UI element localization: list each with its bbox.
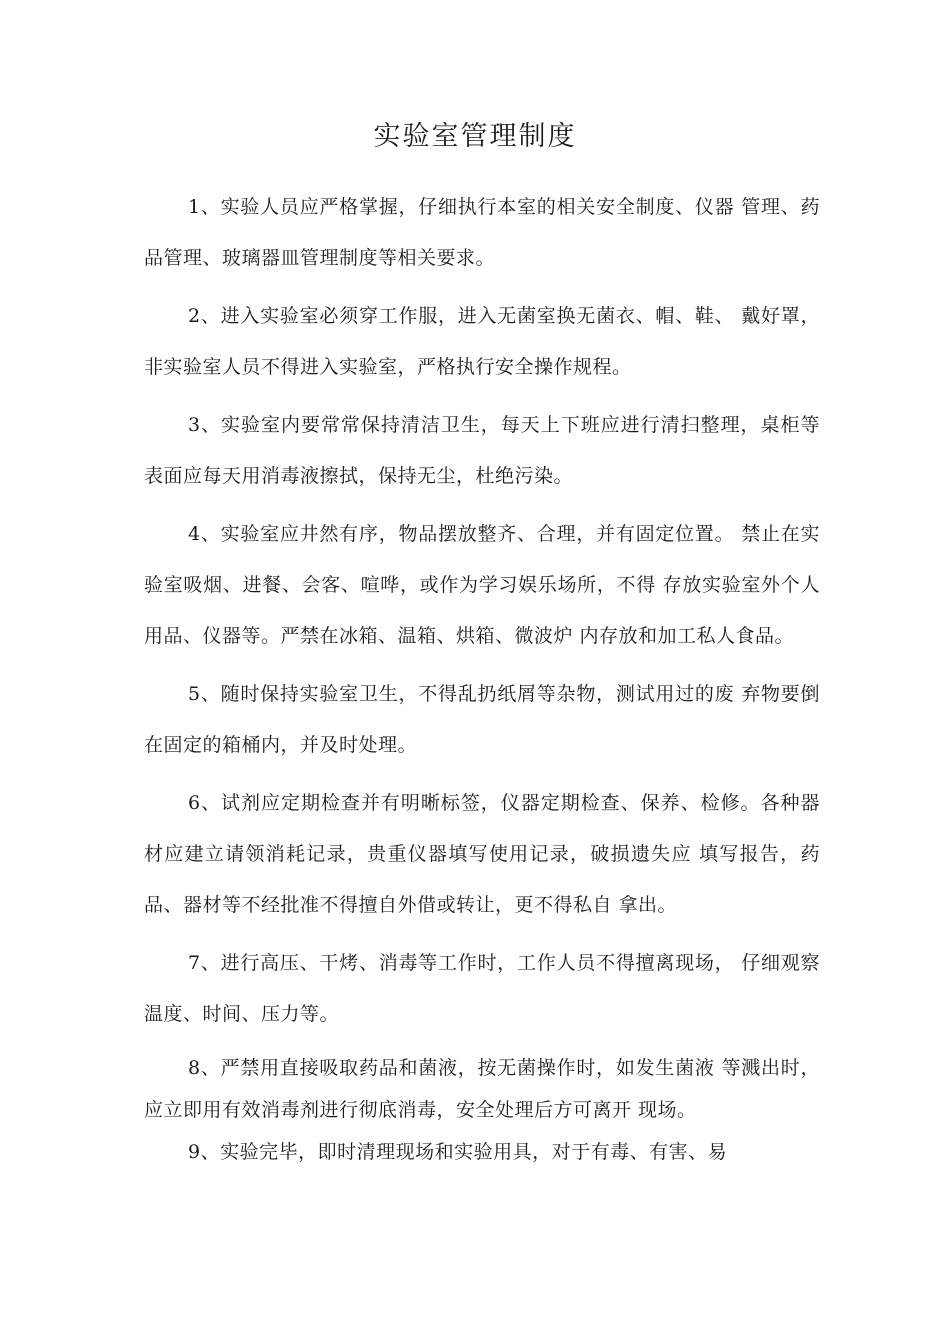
paragraph-2: 2、进入实验室必须穿工作服，进入无菌室换无菌衣、帽、鞋、 戴好罩，非实验室人员不得进入实验室，严格执行安全操作规程。 (144, 305, 820, 378)
paragraph-6: 6、试剂应定期检查并有明晰标签，仪器定期检查、保养、检修。各种器材应建立请领消耗记录，贵重仪器填写使用记录，破损遗失应 填写报告，药品、器材等不经批准不得擅自外借或转让，更不得私自 拿出。 (144, 792, 820, 916)
paragraph-9: 9、实验完毕，即时清理现场和实验用具，对于有毒、有害、易 (188, 1141, 728, 1163)
paragraph-1: 1、实验人员应严格掌握，仔细执行本室的相关安全制度、仪器 管理、药品管理、玻璃器皿管理制度等相关要求。 (144, 196, 820, 269)
paragraph-7: 7、进行高压、干烤、消毒等工作时，工作人员不得擅离现场， 仔细观察温度、时间、压力等。 (144, 952, 820, 1025)
document-title: 实验室管理制度 (373, 121, 577, 152)
paragraph-8: 8、严禁用直接吸取药品和菌液，按无菌操作时，如发生菌液 等溅出时，应立即用有效消毒剂进行彻底消毒，安全处理后方可离开 现场。 (144, 1057, 820, 1121)
document-body (144, 182, 820, 1173)
paragraph-5: 5、随时保持实验室卫生，不得乱扔纸屑等杂物，测试用过的废 弃物要倒在固定的箱桶内，并及时处理。 (144, 683, 820, 756)
paragraph-4: 4、实验室应井然有序，物品摆放整齐、合理，并有固定位置。 禁止在实验室吸烟、进餐、会客、喧哗，或作为学习娱乐场所，不得 存放实验室外个人用品、仪器等。严禁在冰箱、温箱、烘箱、微波炉 内存放和加工私人食品。 (144, 523, 820, 647)
paragraph-3: 3、实验室内要常常保持清洁卫生，每天上下班应进行清扫整理，桌柜等表面应每天用消毒液擦拭，保持无尘，杜绝污染。 (144, 414, 820, 487)
